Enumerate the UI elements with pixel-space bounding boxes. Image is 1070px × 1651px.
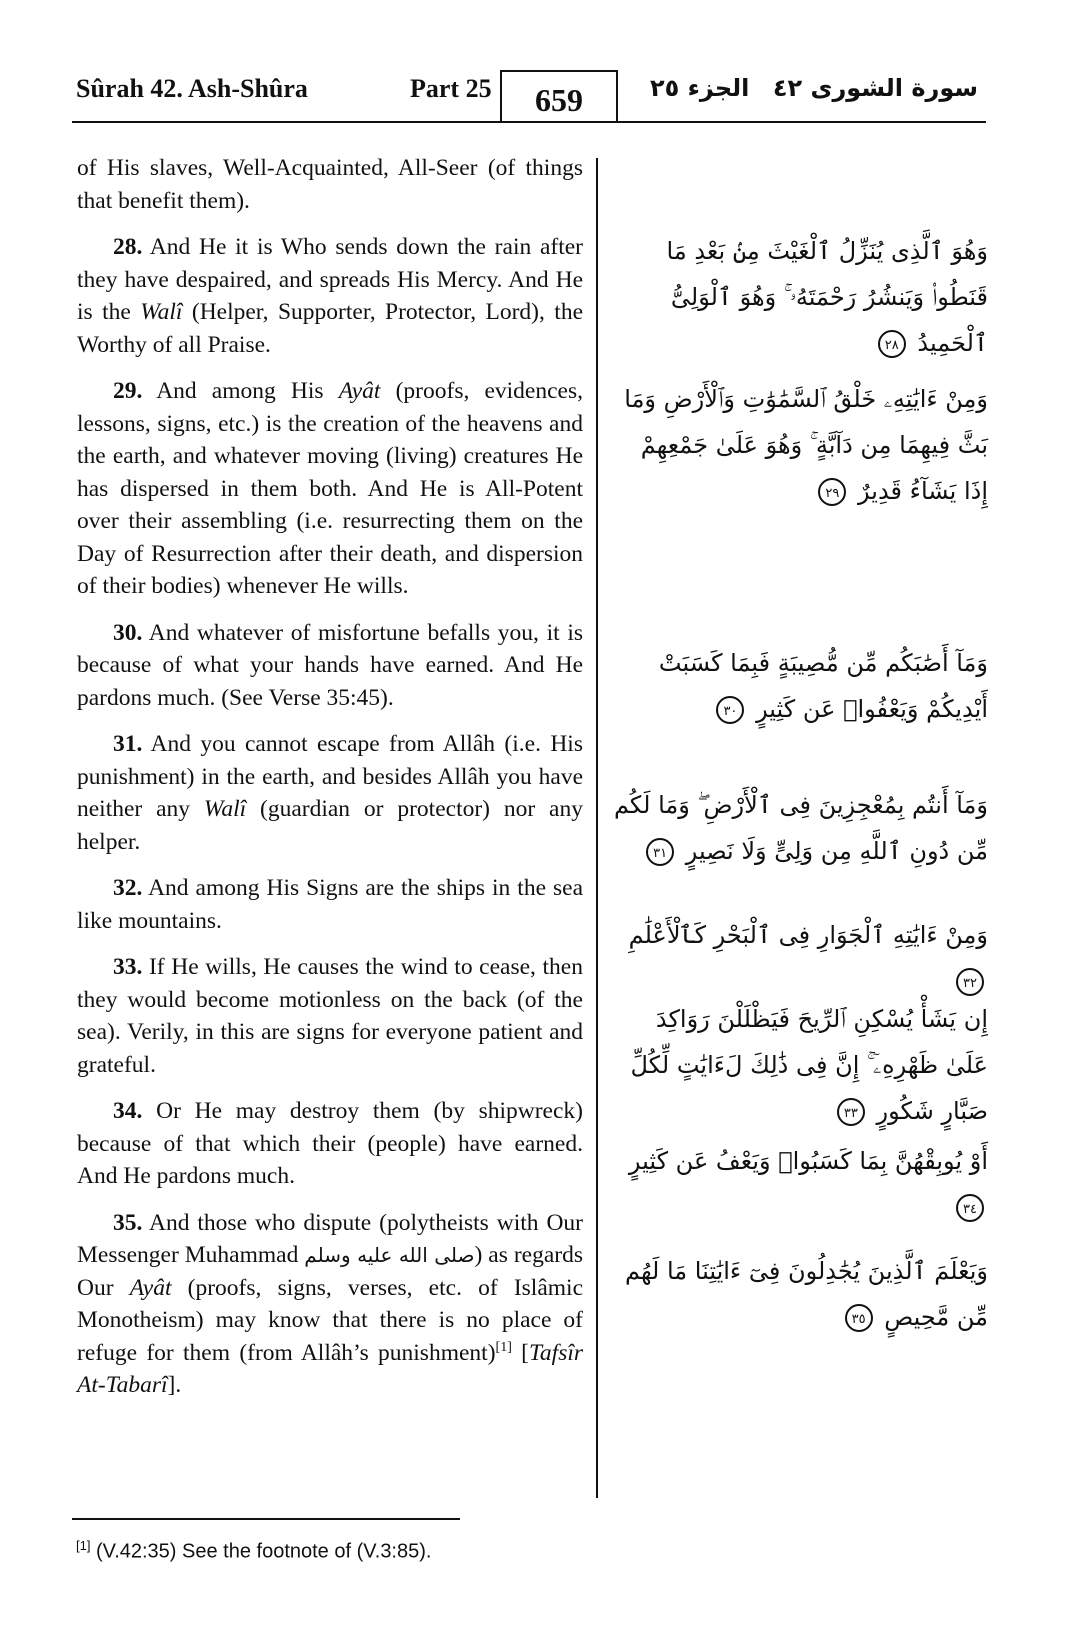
verse-end-marker: ٢٩ bbox=[818, 478, 846, 506]
footnote-divider bbox=[72, 1518, 460, 1520]
verse-end-marker: ٢٨ bbox=[878, 330, 906, 358]
surah-title-english: Sûrah 42. Ash-Shûra bbox=[76, 74, 308, 103]
verse-35-english: 35. And those who dispute (polytheists with Our Messenger Muhammad صلى الله عليه وسلم) as regards Our Ayât (proofs, signs, verses, etc. of Islâmic Monotheism) may know that there is no place of refuge for them (from Allâh’s punishment)[1] [Tafsîr At-Tabarî]. bbox=[77, 1209, 584, 1398]
verse-31-arabic: وَمَآ أَنتُم بِمُعْجِزِينَ فِى ٱلْأَرْضِ ۖ وَمَا لَكُم مِّن دُونِ ٱللَّهِ مِن وَلِىٍّ وَلَا نَصِيرٍ ٣١ bbox=[613, 791, 988, 865]
verse-33-arabic: إِن يَشَأْ يُسْكِنِ ٱلرِّيحَ فَيَظْلَلْنَ رَوَاكِدَ عَلَىٰ ظَهْرِهِۦٓ ۚ إِنَّ فِى ذَٰلِكَ لَءَايَٰتٍ لِّكُلِّ صَبَّارٍ شَكُورٍ ٣٣ bbox=[630, 1005, 988, 1125]
verse-end-marker: ٣٤ bbox=[956, 1194, 984, 1222]
verse-number: 32. bbox=[113, 875, 143, 901]
italic-term: Tafsîr At-Tabarî bbox=[77, 1339, 584, 1398]
verse-number: 30. bbox=[113, 619, 143, 646]
verse-34-english: 34. Or He may destroy them (by shipwreck) because of that which their (people) have earned. And He pardons much. bbox=[77, 1098, 583, 1189]
verse-number: 35. bbox=[113, 1209, 143, 1236]
verse-end-marker: ٣١ bbox=[646, 838, 674, 866]
footnote-text: (V.42:35) See the footnote of (V.3:85). bbox=[90, 1540, 432, 1563]
verse-31-english: 31. And you cannot escape from Allâh (i.e. His punishment) in the earth, and besides Allâh you have neither any Walî (guardian or protector) nor any helper. bbox=[77, 731, 583, 855]
verse-continuation: of His slaves, Well-Acquainted, All-Seer (of things that benefit them). bbox=[77, 155, 583, 214]
verse-29-english: 29. And among His Ayât (proofs, evidences, lessons, signs, etc.) is the creation of the heavens and the earth, and whatever moving (living) creatures He has dispersed in them both. And He is All-Potent over their assembling (i.e. resurrecting them on the Day of Resurrection after their death, and dispersion of their bodies) whenever He wills. bbox=[77, 378, 583, 599]
verse-number: 33. bbox=[113, 954, 143, 980]
verse-number: 34. bbox=[113, 1098, 143, 1124]
verse-34-arabic: أَوْ يُوبِقْهُنَّ بِمَا كَسَبُوا۟ وَيَعْفُ عَن كَثِيرٍ ٣٤ bbox=[612, 1138, 988, 1230]
verse-end-marker: ٣٢ bbox=[956, 968, 984, 996]
part-label: Part 25 bbox=[410, 74, 492, 103]
italic-term: Ayât bbox=[338, 378, 381, 404]
italic-term: Walî bbox=[140, 299, 183, 325]
verse-number: 31. bbox=[113, 731, 143, 757]
english-translation-column bbox=[77, 152, 583, 1416]
page-number: 659 bbox=[500, 70, 618, 122]
footnote-reference: [1] bbox=[495, 1339, 512, 1355]
column-divider bbox=[596, 158, 598, 1498]
header-divider bbox=[72, 121, 986, 123]
verse-32-english: 32. And among His Signs are the ships in the sea like mountains. bbox=[77, 875, 583, 934]
surah-title-arabic: سورة الشورى ٤٢ bbox=[772, 74, 978, 102]
verse-end-marker: ٣٣ bbox=[837, 1098, 865, 1126]
verse-30-english: 30. And whatever of misfortune befalls you, it is because of what your hands have earned. And He pardons much. (See Verse 35:45). bbox=[77, 619, 583, 711]
verse-end-marker: ٣٥ bbox=[845, 1304, 873, 1332]
verse-33-english: 33. If He wills, He causes the wind to cease, then they would become motionless on the back (of the sea). Verily, in this are signs for everyone patient and grateful. bbox=[77, 954, 583, 1078]
italic-term: Walî bbox=[203, 796, 247, 822]
verse-number: 28. bbox=[113, 234, 143, 260]
verse-29-arabic: وَمِنْ ءَايَٰتِهِۦ خَلْقُ ٱلسَّمَٰوَٰتِ وَٱلْأَرْضِ وَمَا بَثَّ فِيهِمَا مِن دَآبَّةٍ ۚ وَهُوَ عَلَىٰ جَمْعِهِمْ إِذَا يَشَآءُ قَدِيرٌ ٢٩ bbox=[624, 385, 988, 505]
verse-28-arabic: وَهُوَ ٱلَّذِى يُنَزِّلُ ٱلْغَيْثَ مِنۢ بَعْدِ مَا قَنَطُوا۟ وَيَنشُرُ رَحْمَتَهُۥ ۚ وَهُوَ ٱلْوَلِىُّ ٱلْحَمِيدُ ٢٨ bbox=[666, 237, 988, 357]
footnote bbox=[76, 1538, 431, 1564]
verse-30-arabic: وَمَآ أَصَٰبَكُم مِّن مُّصِيبَةٍ فَبِمَا كَسَبَتْ أَيْدِيكُمْ وَيَعْفُوا۟ عَن كَثِيرٍ ٣٠ bbox=[658, 649, 988, 723]
verse-35-arabic: وَيَعْلَمَ ٱلَّذِينَ يُجَٰدِلُونَ فِىٓ ءَايَٰتِنَا مَا لَهُم مِّن مَّحِيصٍ ٣٥ bbox=[625, 1257, 988, 1331]
verse-end-marker: ٣٠ bbox=[716, 696, 744, 724]
footnote-marker: [1] bbox=[76, 1538, 91, 1553]
verse-32-arabic: وَمِنْ ءَايَٰتِهِ ٱلْجَوَارِ فِى ٱلْبَحْرِ كَٱلْأَعْلَٰمِ ٣٢ bbox=[612, 912, 988, 1004]
verse-28-english: 28. And He it is Who sends down the rain after they have despaired, and spreads His Mercy. And He is the Walî (Helper, Supporter, Protector, Lord), the Worthy of all Praise. bbox=[77, 234, 583, 358]
italic-term: Ayât bbox=[129, 1274, 172, 1301]
salutation-arabic-inline: صلى الله عليه وسلم bbox=[304, 1243, 475, 1267]
juz-label-arabic: الجزء ٢٥ bbox=[650, 74, 750, 102]
verse-number: 29. bbox=[113, 378, 143, 404]
